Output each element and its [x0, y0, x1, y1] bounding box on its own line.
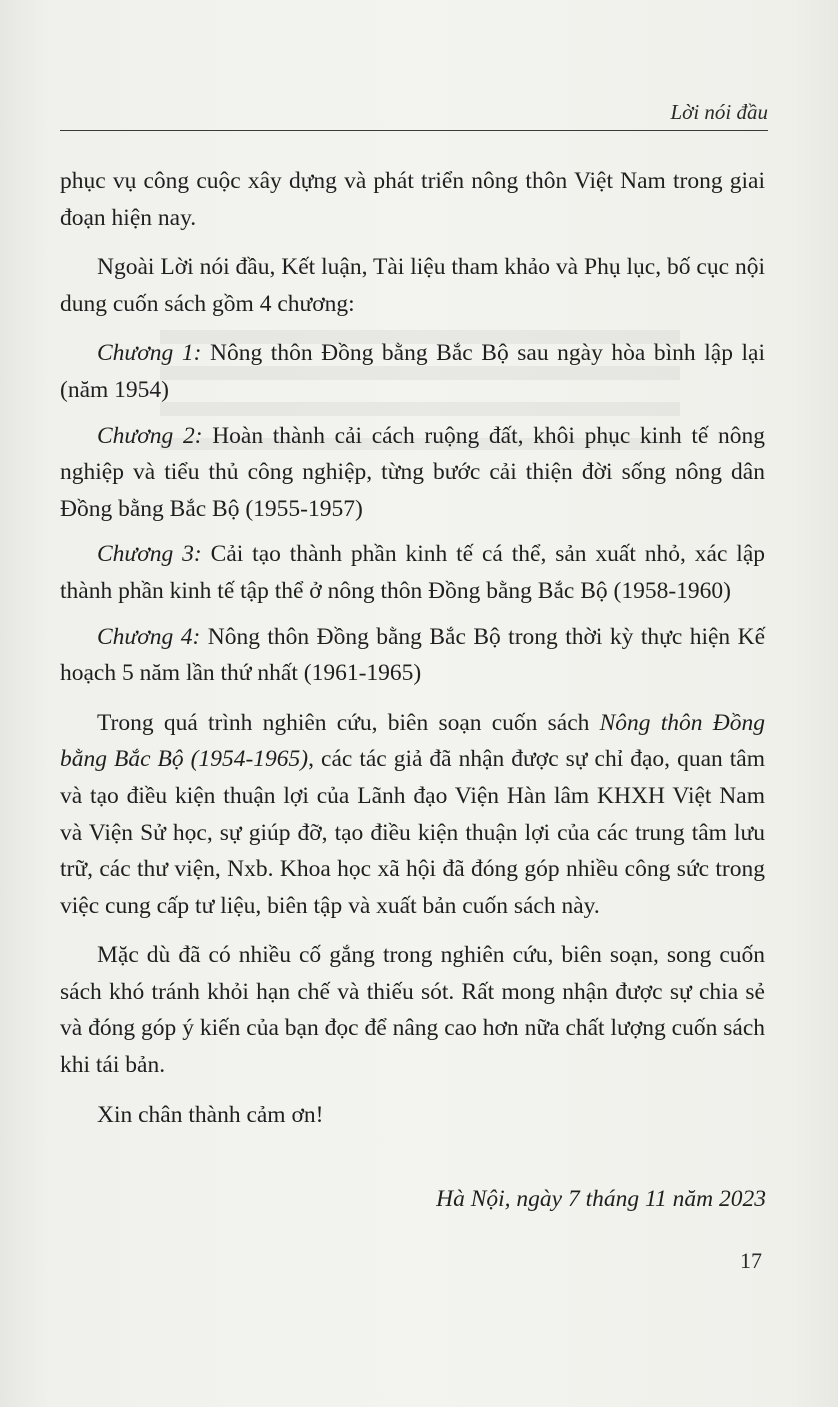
chapter-3-text: Cải tạo thành phần kinh tế cá thể, sản xuất nhỏ, xác lập thành phần kinh tế tập thể ở nông thôn Đồng bằng Bắc Bộ (1958-1960): [60, 541, 766, 604]
chapter-1-text: Nông thôn Đồng bằng Bắc Bộ sau ngày hòa bình lập lại (năm 1954): [60, 340, 766, 403]
paragraph-limitations: Mặc dù đã có nhiều cố gắng trong nghiên cứu, biên soạn, song cuốn sách khó tránh khỏi hạn chế và thiếu sót. Rất mong nhận được sự chia sẻ và đóng góp ý kiến của bạn đọc để nâng cao hơn nữa chất lượng cuốn sách khi tái bản.: [60, 942, 765, 1079]
acknowledgements-text-b: , các tác giả đã nhận được sự chỉ đạo, quan tâm và tạo điều kiện thuận lợi của Lãnh đạo Viện Hàn lâm KHXH Việt Nam và Viện Sử học, sự giúp đỡ, tạo điều kiện thuận lợi của các trung tâm lưu trữ, các thư viện, Nxb. Khoa học xã hội đã đóng góp nhiều công sức trong việc cung cấp tư liệu, biên tập và xuất bản cuốn sách này.: [60, 746, 765, 919]
paragraph-acknowledgements: [60, 705, 765, 925]
chapter-2-entry: [60, 418, 765, 528]
chapter-1-label: Chương 1:: [97, 340, 202, 367]
acknowledgements-text-a: Trong quá trình nghiên cứu, biên soạn cuốn sách: [97, 709, 600, 736]
paragraph-continuation: phục vụ công cuộc xây dựng và phát triển nông thôn Việt Nam trong giai đoạn hiện nay.: [60, 168, 765, 231]
page-number: 17: [740, 1248, 762, 1273]
chapter-2-text: Hoàn thành cải cách ruộng đất, khôi phục kinh tế nông nghiệp và tiểu thủ công nghiệp, từng bước cải thiện đời sống nông dân Đồng bằng Bắc Bộ (1955-1957): [60, 422, 766, 522]
chapter-4-label: Chương 4:: [97, 623, 201, 650]
book-title: Nông thôn Đồng bằng Bắc Bộ (1954-1965): [60, 709, 765, 773]
paragraph-thanks: Xin chân thành cảm ơn!: [97, 1101, 324, 1128]
running-header-title: Lời nói đầu: [670, 100, 768, 124]
chapter-4-text: Nông thôn Đồng bằng Bắc Bộ trong thời kỳ thực hiện Kế hoạch 5 năm lần thứ nhất (1961-1965): [60, 623, 765, 687]
chapter-4-entry: [60, 619, 765, 692]
chapter-3-label: Chương 3:: [97, 541, 202, 568]
paragraph-structure-intro: Ngoài Lời nói đầu, Kết luận, Tài liệu tham khảo và Phụ lục, bố cục nội dung cuốn sách gồm 4 chương:: [60, 254, 765, 317]
chapter-1-entry: [60, 335, 765, 408]
chapter-3-entry: [60, 536, 765, 609]
header-rule: [60, 130, 768, 131]
chapter-2-label: Chương 2:: [97, 422, 203, 449]
body-text: [60, 163, 765, 1146]
place-date-signature: Hà Nội, ngày 7 tháng 11 năm 2023: [436, 1186, 766, 1212]
